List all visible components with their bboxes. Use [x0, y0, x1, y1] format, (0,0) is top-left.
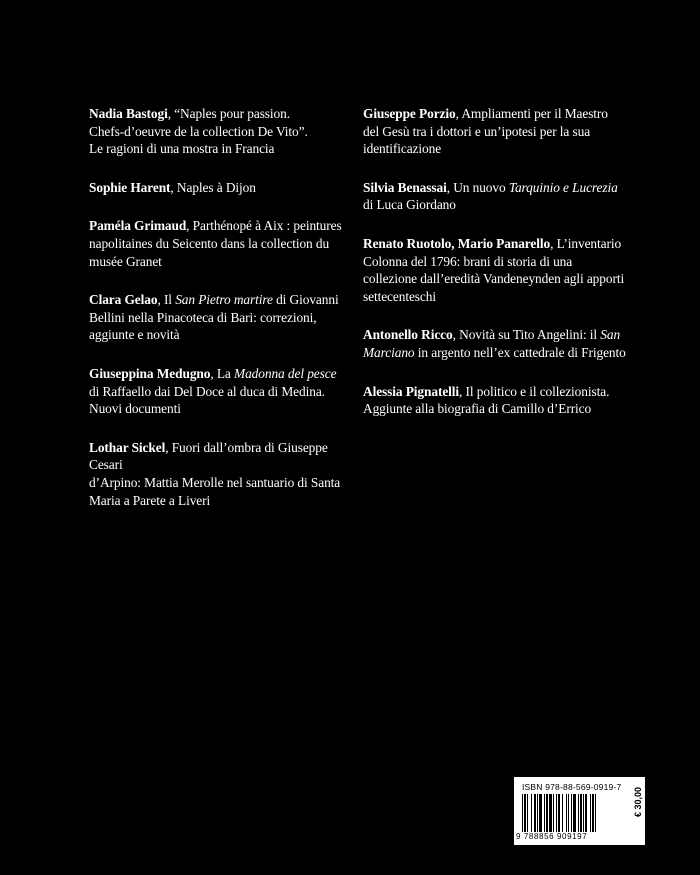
toc-author: Nadia Bastogi — [89, 106, 168, 121]
toc-title-text: Aggiunte alla biografia di Camillo d’Errico — [363, 401, 592, 417]
toc-title-text: Nuovi documenti — [89, 401, 181, 417]
barcode-bar — [522, 794, 523, 832]
toc-author: Clara Gelao — [89, 292, 158, 308]
toc-title-text: in argento nell’ex cattedrale di Frigento — [414, 344, 626, 360]
barcode-bar — [573, 794, 576, 832]
toc-title-text: Chefs-d’oeuvre de la collection De Vito”. — [89, 123, 308, 139]
toc-title-text: Bellini nella Pinacoteca di Bari: correzioni, — [89, 309, 317, 325]
toc-title-text: , L’inventario — [550, 235, 622, 251]
toc-title-text: , “Naples pour passion. — [167, 106, 290, 121]
toc-entry — [89, 365, 361, 418]
toc-entry — [89, 291, 361, 344]
toc-author: Giuseppina Medugno — [89, 365, 211, 381]
toc-author: Silvia Benassai — [363, 179, 447, 195]
isbn-label: ISBN 978-88-569-0919-7 — [522, 782, 622, 792]
toc-title-text: collezione dall’eredità Vandeneynden agli apporti — [363, 271, 625, 287]
toc-title-text: , Il — [157, 292, 176, 308]
toc-title-text: di Giovanni — [272, 292, 339, 308]
toc-entry — [363, 105, 635, 158]
toc-title-text: aggiunte e novità — [89, 327, 180, 343]
toc-title-text: settecenteschi — [363, 288, 436, 304]
toc-entry — [89, 217, 361, 270]
toc-title-text: , Il politico e il collezionista. — [459, 383, 610, 399]
toc-title-text: , Novità su Tito Angelini: il — [452, 327, 601, 343]
barcode-bar — [571, 794, 572, 832]
toc-title-text: di Raffaello dai Del Doce al duca di Medina. — [89, 383, 325, 399]
toc-entry — [89, 179, 361, 197]
price-label: € 30,00 — [633, 787, 643, 818]
toc-title-text: , La — [210, 365, 235, 381]
toc-author: Alessia Pignatelli — [363, 383, 460, 399]
toc-title-text: Maria a Parete a Liveri — [89, 492, 211, 508]
contents-right-column — [363, 105, 635, 439]
toc-title-italic: Tarquinio e Lucrezia — [508, 179, 618, 195]
contents-left-column — [89, 105, 361, 530]
barcode-bar — [524, 794, 526, 832]
toc-title-text: del Gesù tra i dottori e un’ipotesi per la sua — [363, 123, 591, 139]
barcode-bar — [595, 794, 596, 832]
barcode-bar — [583, 794, 584, 832]
toc-title-text: Le ragioni di una mostra in Francia — [89, 141, 275, 157]
toc-title-text: , Parthénopé à Aix : peintures — [186, 218, 342, 234]
barcode-bar — [566, 794, 567, 832]
barcode-bar — [558, 794, 560, 832]
toc-title-text: , Ampliamenti per il Maestro — [455, 106, 608, 121]
toc-title-text: d’Arpino: Mattia Merolle nel santuario di Santa — [89, 474, 341, 490]
toc-title-text: , Un nuovo — [446, 179, 509, 195]
toc-author: Giuseppe Porzio — [363, 106, 456, 121]
toc-title-text: Colonna del 1796: brani di storia di una — [363, 253, 573, 269]
barcode-bar — [539, 794, 542, 832]
toc-author: Antonello Ricco — [363, 327, 453, 343]
toc-entry — [363, 179, 635, 214]
barcode-bar — [578, 794, 579, 832]
toc-title-text: napolitaines du Seicento dans la collection du — [89, 235, 330, 251]
toc-title-text: , Naples à Dijon — [170, 179, 256, 195]
barcode-bar — [546, 794, 548, 832]
barcode-bar — [537, 794, 538, 832]
toc-entry — [89, 439, 361, 509]
toc-title-italic: San Pietro martire — [175, 292, 273, 308]
toc-entry — [89, 105, 361, 158]
toc-author: Renato Ruotolo, Mario Panarello — [363, 235, 551, 251]
barcode-bar — [531, 794, 532, 832]
barcode-bar — [527, 794, 528, 832]
toc-title-text: di Luca Giordano — [363, 197, 456, 213]
barcode-bar — [549, 794, 552, 832]
toc-entry — [363, 383, 635, 418]
toc-title-italic: San — [600, 327, 621, 343]
barcode-bar — [568, 794, 569, 832]
barcode-bar — [544, 794, 545, 832]
barcode-bar — [590, 794, 591, 832]
toc-entry — [363, 326, 635, 361]
toc-title-italic: Marciano — [363, 344, 415, 360]
barcode-bar — [553, 794, 554, 832]
barcode-bars — [522, 794, 626, 832]
barcode-bar — [580, 794, 582, 832]
toc-title-text: musée Granet — [89, 253, 162, 269]
barcode-bar — [556, 794, 557, 832]
toc-title-italic: Madonna del pesce — [234, 365, 337, 381]
toc-author: Paméla Grimaud — [89, 218, 187, 234]
toc-title-text: , Fuori dall’ombra di Giuseppe Cesari — [89, 439, 328, 473]
toc-author: Lothar Sickel — [89, 439, 166, 455]
isbn-barcode — [514, 777, 645, 845]
barcode-bar — [585, 794, 587, 832]
toc-author: Sophie Harent — [89, 179, 171, 195]
toc-title-text: identificazione — [363, 141, 442, 157]
barcode-bar — [562, 794, 563, 832]
barcode-bar — [534, 794, 536, 832]
barcode-number: 9 788856 909197 — [516, 832, 588, 841]
barcode-bar — [592, 794, 594, 832]
toc-entry — [363, 235, 635, 305]
